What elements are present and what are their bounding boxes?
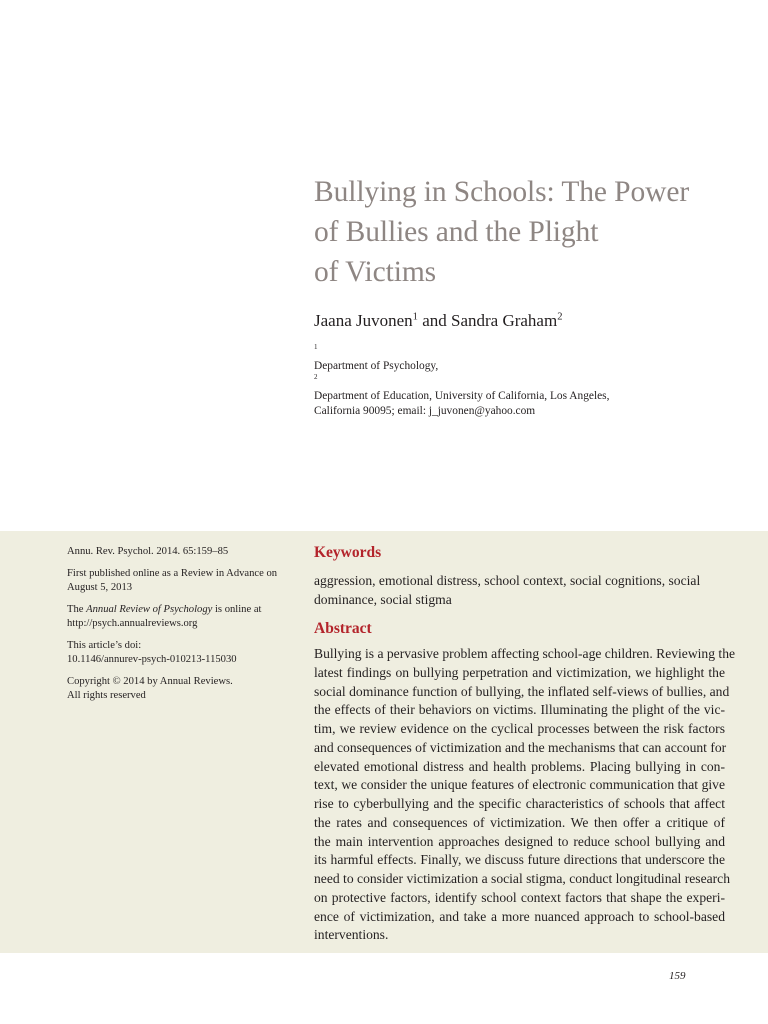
affiliation-line-1: [314, 344, 734, 404]
abstract-text: [314, 645, 736, 945]
abstract-line: the rates and consequences of victimization. We then offer a critique of: [314, 814, 725, 830]
affiliations: [314, 344, 734, 419]
abstract-line: latest findings on bullying perpetration and victimization, we highlight the: [314, 664, 725, 680]
abstract-line: need to consider victimization a social stigma, conduct longitudinal research: [314, 871, 730, 886]
author-line: [314, 311, 562, 331]
affil-text-1: Department of Psychology,: [314, 360, 442, 372]
affil-mark-2: 2: [314, 373, 318, 382]
author-affil-mark-1: 1: [412, 311, 418, 323]
citation: Annu. Rev. Psychol. 2014. 65:159–85: [67, 546, 229, 557]
abstract-line: on protective factors, identify school context factors that shape the experi-: [314, 889, 725, 905]
journal-url[interactable]: http://psych.annualreviews.org: [67, 618, 198, 629]
sidebar-metadata: [67, 545, 292, 711]
article-title: [314, 172, 744, 292]
keywords-heading: Keywords: [314, 544, 382, 561]
publication-line: First published online as a Review in Advance on: [67, 568, 278, 579]
keywords-line: aggression, emotional distress, school context, social cognitions, social: [314, 573, 701, 588]
affil-text-2: Department of Education, University of California, Los Angeles,: [314, 390, 610, 402]
copyright: Copyright © 2014 by Annual Reviews.: [67, 676, 233, 687]
abstract-line: text, we consider the unique features of electronic communication that give: [314, 777, 725, 793]
author-name-2: Sandra Graham: [450, 311, 558, 330]
abstract-line: the main intervention approaches designed to reduce school bullying and: [314, 833, 725, 849]
abstract-line: rise to cyberbullying and the specific characteristics of schools that affect: [314, 796, 725, 811]
page-number: 159: [669, 970, 686, 982]
journal-line: [67, 603, 292, 617]
doi-label: This article’s doi:: [67, 640, 142, 651]
abstract-heading: Abstract: [314, 620, 372, 637]
abstract-line: and consequences of victimization and the mechanisms that can account for: [314, 739, 727, 755]
copyright-note: [67, 675, 292, 703]
keywords-list: [314, 571, 724, 609]
title-line: of Bullies and the Plight: [314, 216, 599, 248]
abstract-line: tim, we review evidence on the cyclical processes between the risk factors: [314, 721, 725, 736]
author-name-1: Jaana Juvonen: [314, 311, 413, 330]
abstract-line: elevated emotional distress and health problems. Placing bullying in con-: [314, 758, 725, 774]
journal-pre: The: [67, 604, 87, 615]
abstract-line: interventions.: [314, 927, 389, 943]
journal-note: [67, 603, 292, 631]
abstract-line: social dominance function of bullying, the inflated self-views of bullies, and: [314, 683, 730, 699]
title-line: of Victims: [314, 256, 437, 288]
affil-mark-1: 1: [314, 343, 318, 352]
author-joiner: and: [417, 311, 451, 330]
doi-value[interactable]: 10.1146/annurev-psych-010213-115030: [67, 654, 237, 665]
author-affil-mark-2: 2: [557, 311, 563, 323]
journal-post: is online at: [212, 604, 262, 615]
keywords-line: dominance, social stigma: [314, 592, 452, 607]
abstract-line: Bullying is a pervasive problem affecting school-age children. Reviewing the: [314, 646, 736, 661]
journal-name: Annual Review of Psychology: [86, 604, 213, 615]
abstract-line: ence of victimization, and take a more nuanced approach to school-based: [314, 908, 725, 924]
affiliation-line-2: California 90095; email: j_juvonen@yahoo.com: [314, 405, 536, 417]
title-line: Bullying in Schools: The Power: [314, 176, 690, 208]
abstract-line: the effects of their behaviors on victims. Illuminating the plight of the vic-: [314, 702, 725, 718]
abstract-line: its harmful effects. Finally, we discuss future directions that underscore the: [314, 852, 725, 868]
publication-line: August 5, 2013: [67, 582, 133, 593]
rights: All rights reserved: [67, 690, 146, 701]
doi-note: [67, 639, 292, 667]
publication-note: [67, 567, 292, 595]
